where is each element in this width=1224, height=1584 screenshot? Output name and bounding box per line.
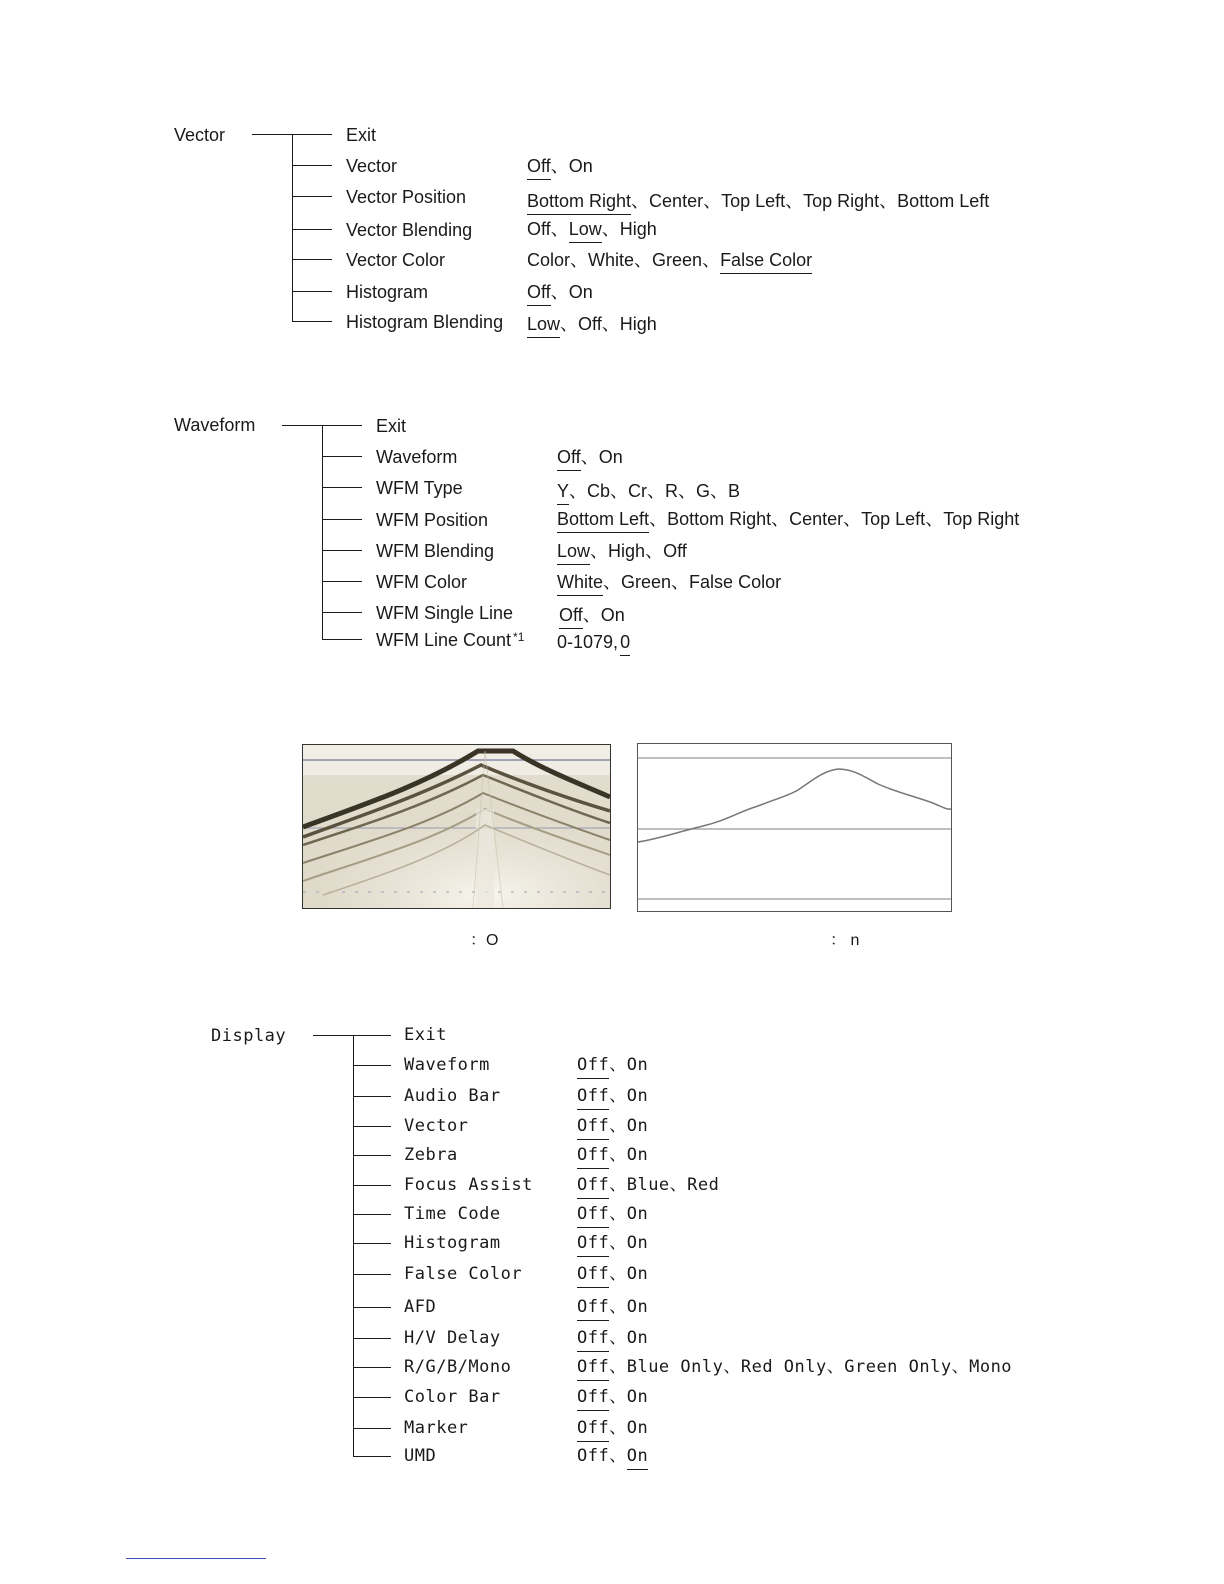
branch-line <box>322 550 362 551</box>
waveform-root-connector <box>282 425 322 426</box>
option-separator: 、 <box>610 481 629 501</box>
option-value: Off <box>663 541 687 561</box>
option-default: Off <box>577 1144 609 1169</box>
option-default: Low <box>527 313 560 338</box>
option-value: On <box>626 1055 649 1075</box>
waveform-texture-image <box>303 745 610 908</box>
option-value: On <box>598 447 623 467</box>
display-root-connector <box>313 1035 353 1036</box>
option-separator: 、 <box>601 219 620 239</box>
option-default: Off <box>577 1203 609 1228</box>
option-separator: 、 <box>582 605 601 625</box>
option-list <box>577 1174 719 1199</box>
option-default: Low <box>569 218 602 243</box>
left-figure-caption: ：O <box>470 932 499 949</box>
menu-item-label: WFM Single Line <box>376 603 514 623</box>
option-separator: 、 <box>603 572 622 592</box>
line-count-default-value: 0 <box>620 631 630 656</box>
option-list <box>557 540 687 565</box>
option-value: G <box>696 481 711 501</box>
menu-item-label: Exit <box>376 416 407 436</box>
option-list <box>577 1386 648 1411</box>
branch-line <box>322 456 362 457</box>
menu-item-label: Vector <box>404 1116 469 1136</box>
option-list <box>577 1232 648 1257</box>
option-list <box>527 190 989 215</box>
option-separator: 、 <box>645 541 664 561</box>
menu-item-label: Histogram <box>404 1233 501 1253</box>
menu-item-label: WFM Type <box>376 478 463 498</box>
option-list <box>577 1203 648 1228</box>
option-value: White <box>588 250 635 270</box>
waveform-menu-root-label: Waveform <box>174 415 256 435</box>
option-separator: 、 <box>570 250 589 270</box>
option-separator: 、 <box>550 282 569 302</box>
branch-line <box>353 1035 391 1036</box>
waveform-tree-trunk <box>322 425 323 639</box>
option-list <box>527 313 657 338</box>
option-value: On <box>626 1418 649 1438</box>
option-separator: 、 <box>647 481 666 501</box>
option-list <box>527 249 812 274</box>
menu-item-label: Vector Blending <box>346 220 473 240</box>
option-separator: 、 <box>669 1175 688 1195</box>
branch-line <box>353 1456 391 1457</box>
option-list <box>557 446 623 471</box>
option-default: Off <box>577 1085 609 1110</box>
option-separator: 、 <box>601 314 620 334</box>
option-value: Off <box>527 219 551 239</box>
branch-line <box>292 321 332 322</box>
option-separator: 、 <box>609 1387 627 1407</box>
branch-line <box>322 487 362 488</box>
branch-line <box>292 134 332 135</box>
menu-item-label: WFM Blending <box>376 541 495 561</box>
vector-tree-trunk <box>292 134 293 322</box>
menu-item-label: Zebra <box>404 1145 458 1165</box>
vector-menu-root-label: Vector <box>174 125 226 145</box>
option-separator: 、 <box>609 1055 627 1075</box>
option-value: Red <box>687 1175 720 1195</box>
option-value: On <box>568 282 593 302</box>
option-separator: 、 <box>678 481 697 501</box>
menu-item-label: H/V Delay <box>404 1328 501 1348</box>
line-count-label-text: WFM Line Count <box>376 630 512 650</box>
option-default: Off <box>577 1417 609 1442</box>
branch-line <box>353 1307 391 1308</box>
option-value: On <box>626 1233 649 1253</box>
menu-item-label: WFM Position <box>376 510 489 530</box>
option-separator: 、 <box>609 1357 627 1377</box>
menu-item-label: AFD <box>404 1297 437 1317</box>
option-separator: 、 <box>634 250 653 270</box>
branch-line <box>322 612 362 613</box>
option-value: Color <box>527 250 571 270</box>
option-value: Top Right <box>803 191 880 211</box>
option-separator: 、 <box>609 1086 627 1106</box>
option-list <box>527 218 657 243</box>
option-value: Off <box>577 1446 610 1466</box>
option-list <box>577 1115 648 1140</box>
display-menu-root-label: Display <box>211 1026 287 1046</box>
option-value: Top Left <box>861 509 926 529</box>
line-count-range <box>557 631 630 656</box>
branch-line <box>353 1243 391 1244</box>
option-list <box>577 1263 648 1288</box>
option-value: Bottom Right <box>667 509 772 529</box>
option-separator: 、 <box>723 1357 741 1377</box>
menu-item-label: Focus Assist <box>404 1175 533 1195</box>
branch-line <box>292 259 332 260</box>
option-default: Bottom Left <box>557 508 649 533</box>
option-separator: 、 <box>609 1328 627 1348</box>
option-separator: 、 <box>879 191 898 211</box>
option-default: Off <box>577 1356 609 1381</box>
option-value: High <box>619 219 657 239</box>
branch-line <box>353 1214 391 1215</box>
branch-line <box>353 1065 391 1066</box>
branch-line <box>353 1428 391 1429</box>
option-default: Off <box>559 604 583 629</box>
option-default: Off <box>577 1115 609 1140</box>
option-separator: 、 <box>609 1233 627 1253</box>
option-value: Blue Only <box>626 1357 724 1377</box>
line-count-range-text: 0-1079, <box>557 632 619 652</box>
option-separator: 、 <box>609 1116 627 1136</box>
option-separator: 、 <box>710 481 729 501</box>
option-separator: 、 <box>703 191 722 211</box>
option-list <box>527 155 593 180</box>
option-value: Top Left <box>721 191 786 211</box>
menu-item-label: Marker <box>404 1418 469 1438</box>
option-list <box>557 480 740 505</box>
option-separator: 、 <box>550 156 569 176</box>
option-value: Red Only <box>740 1357 827 1377</box>
menu-item-label <box>376 629 524 651</box>
option-value: Cr <box>628 481 648 501</box>
option-separator: 、 <box>569 481 588 501</box>
menu-item-label: Audio Bar <box>404 1086 501 1106</box>
menu-item-label: Waveform <box>404 1055 490 1075</box>
branch-line <box>292 229 332 230</box>
option-default: White <box>557 571 603 596</box>
branch-line <box>353 1185 391 1186</box>
menu-item-label: False Color <box>404 1264 523 1284</box>
option-list <box>559 604 625 629</box>
option-separator: 、 <box>826 1357 845 1377</box>
menu-item-label: Exit <box>404 1025 447 1045</box>
option-value: Blue <box>626 1175 670 1195</box>
option-separator: 、 <box>609 1145 627 1165</box>
option-value: Bottom Left <box>897 191 990 211</box>
menu-item-label: Vector Color <box>346 250 446 270</box>
option-value: On <box>626 1387 649 1407</box>
option-value: On <box>626 1328 649 1348</box>
option-list <box>577 1085 648 1110</box>
option-value: Center <box>789 509 844 529</box>
option-default: False Color <box>720 249 812 274</box>
option-separator: 、 <box>609 1297 627 1317</box>
menu-item-label: Waveform <box>376 447 458 467</box>
menu-item-label: Histogram Blending <box>346 312 504 332</box>
branch-line <box>353 1274 391 1275</box>
branch-line <box>322 425 362 426</box>
option-value: On <box>626 1145 649 1165</box>
option-value: Top Right <box>943 509 1020 529</box>
option-separator: 、 <box>843 509 862 529</box>
option-value: Green <box>621 572 672 592</box>
option-default: Off <box>577 1296 609 1321</box>
option-value: High <box>608 541 646 561</box>
option-list <box>577 1445 648 1470</box>
option-separator: 、 <box>590 541 609 561</box>
branch-line <box>292 196 332 197</box>
branch-line <box>353 1155 391 1156</box>
option-value: On <box>626 1297 649 1317</box>
option-separator: 、 <box>951 1357 970 1377</box>
option-list <box>577 1144 648 1169</box>
option-value: Green <box>652 250 703 270</box>
option-value: On <box>626 1264 649 1284</box>
branch-line <box>292 291 332 292</box>
branch-line <box>322 639 362 640</box>
option-separator: 、 <box>771 509 790 529</box>
option-default: Y <box>557 480 569 505</box>
menu-item-label: Vector <box>346 156 398 176</box>
option-list <box>577 1296 648 1321</box>
option-default: Off <box>577 1386 609 1411</box>
option-separator: 、 <box>609 1204 627 1224</box>
right-figure-caption: ： n <box>830 932 860 949</box>
option-value: On <box>626 1086 649 1106</box>
branch-line <box>353 1096 391 1097</box>
branch-line <box>292 165 332 166</box>
option-default: Off <box>577 1174 609 1199</box>
option-separator: 、 <box>609 1264 627 1284</box>
option-default: Off <box>577 1054 609 1079</box>
branch-line <box>353 1397 391 1398</box>
option-default: Bottom Right <box>527 190 631 215</box>
branch-line <box>353 1367 391 1368</box>
option-value: B <box>728 481 741 501</box>
option-separator: 、 <box>649 509 668 529</box>
option-default: Off <box>577 1263 609 1288</box>
option-value: Mono <box>969 1357 1013 1377</box>
option-default: Off <box>527 281 551 306</box>
option-value: Green Only <box>844 1357 952 1377</box>
option-separator: 、 <box>550 219 569 239</box>
option-list <box>577 1417 648 1442</box>
option-value: On <box>568 156 593 176</box>
option-value: On <box>626 1204 649 1224</box>
footnote-marker: *1 <box>513 630 525 644</box>
waveform-on-screenshot <box>302 744 611 909</box>
menu-item-label: Time Code <box>404 1204 501 1224</box>
option-value: High <box>619 314 657 334</box>
menu-item-label: R/G/B/Mono <box>404 1357 512 1377</box>
option-default: Off <box>557 446 581 471</box>
option-separator: 、 <box>925 509 944 529</box>
footnote-separator <box>126 1558 266 1559</box>
branch-line <box>322 519 362 520</box>
vector-root-connector <box>252 134 292 135</box>
option-value: R <box>665 481 679 501</box>
option-separator: 、 <box>785 191 804 211</box>
menu-item-label: Vector Position <box>346 187 467 207</box>
branch-line <box>353 1338 391 1339</box>
option-default: Off <box>577 1327 609 1352</box>
option-separator: 、 <box>671 572 690 592</box>
option-list <box>577 1054 648 1079</box>
branch-line <box>353 1126 391 1127</box>
option-default: On <box>627 1445 648 1470</box>
menu-item-label: WFM Color <box>376 572 467 592</box>
option-separator: 、 <box>609 1418 627 1438</box>
option-value: On <box>600 605 625 625</box>
option-list <box>577 1327 648 1352</box>
option-list <box>527 281 593 306</box>
option-value: On <box>626 1116 649 1136</box>
option-separator: 、 <box>702 250 721 270</box>
option-value: Center <box>649 191 704 211</box>
option-list <box>577 1356 1012 1381</box>
option-value: Off <box>578 314 602 334</box>
option-list <box>557 571 781 596</box>
branch-line <box>322 581 362 582</box>
option-separator: 、 <box>609 1446 627 1466</box>
display-tree-trunk <box>353 1035 354 1456</box>
waveform-off-screenshot <box>637 743 952 912</box>
option-separator: 、 <box>631 191 650 211</box>
option-separator: 、 <box>609 1175 627 1195</box>
option-list <box>557 508 1019 533</box>
option-value: False Color <box>689 572 782 592</box>
luma-line-graph <box>638 744 951 911</box>
option-separator: 、 <box>560 314 579 334</box>
menu-item-label: Histogram <box>346 282 429 302</box>
option-separator: 、 <box>580 447 599 467</box>
menu-item-label: Exit <box>346 125 377 145</box>
option-default: Off <box>577 1232 609 1257</box>
option-default: Off <box>527 155 551 180</box>
menu-item-label: UMD <box>404 1446 437 1466</box>
option-default: Low <box>557 540 590 565</box>
option-value: Cb <box>587 481 611 501</box>
menu-item-label: Color Bar <box>404 1387 501 1407</box>
